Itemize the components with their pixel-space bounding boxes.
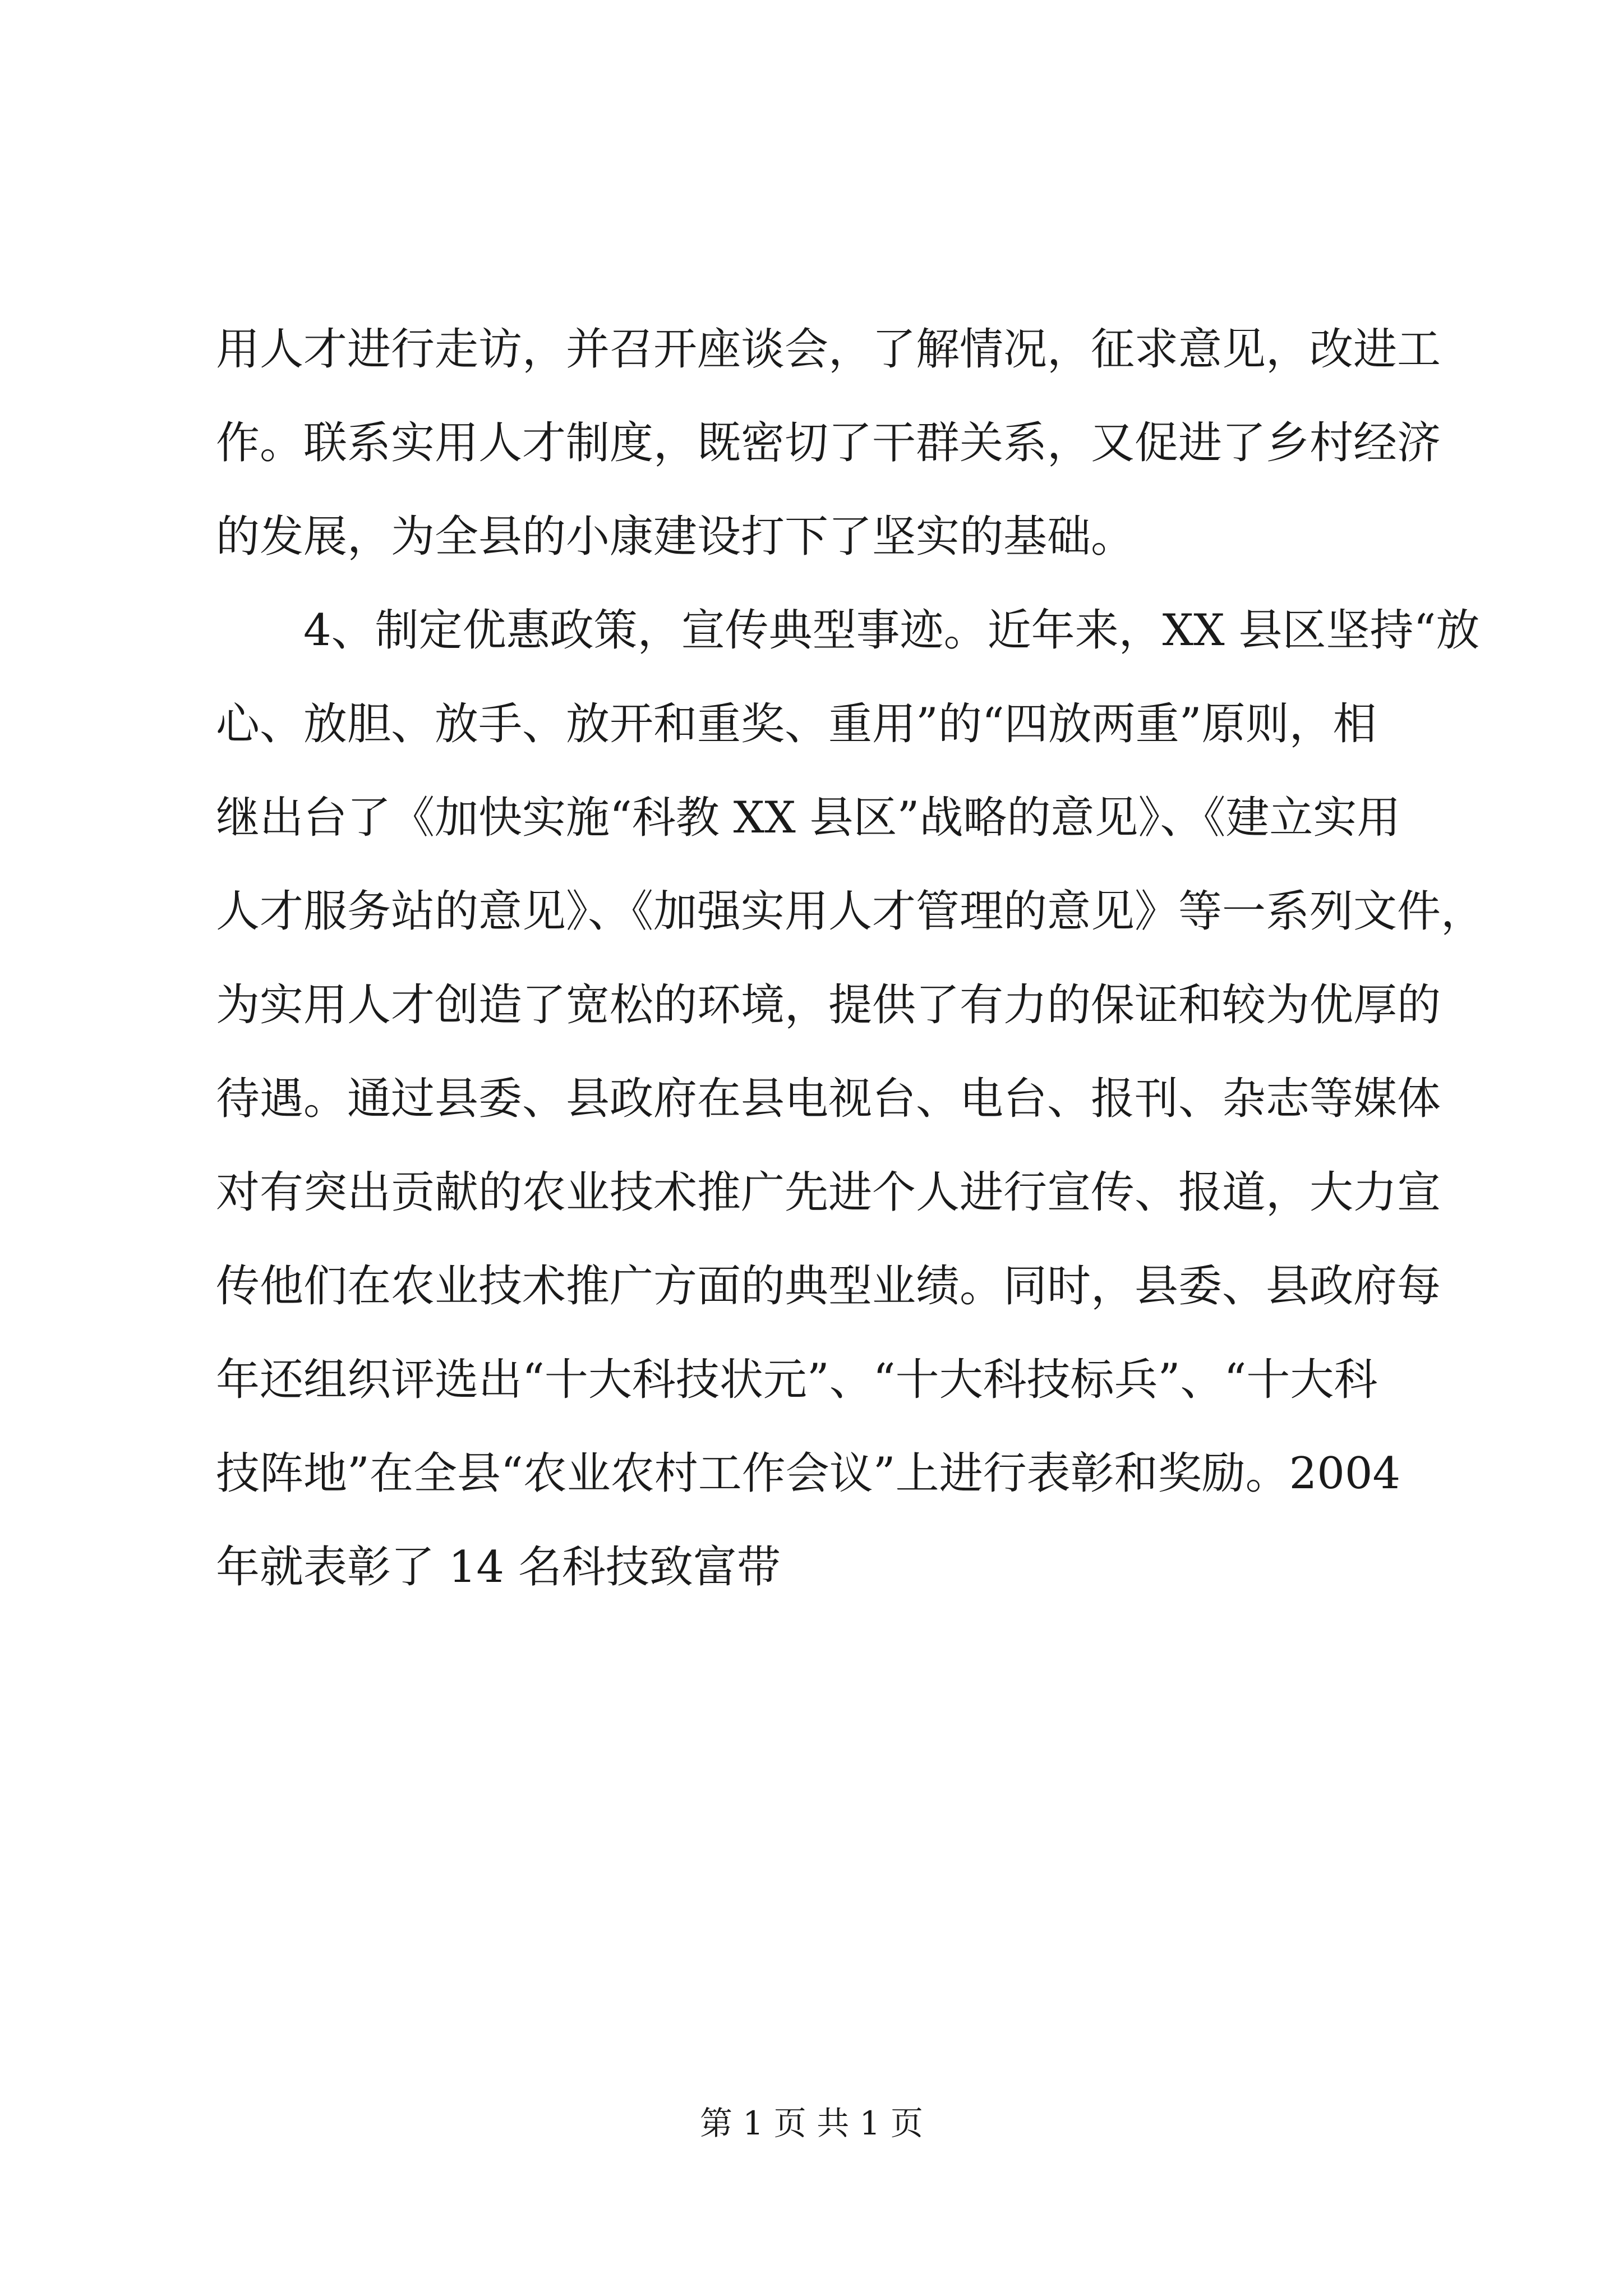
text-line: 作。联系实用人才制度，既密切了干群关系，又促进了乡村经济 (216, 418, 1441, 468)
text-line: 人才服务站的意见》、《加强实用人才管理的意见》等一系列文件， (216, 886, 1485, 937)
text-line: 用人才进行走访，并召开座谈会，了解情况，征求意见，改进工 (216, 324, 1441, 375)
text-line: 传他们在农业技术推广方面的典型业绩。同时，县委、县政府每 (216, 1261, 1441, 1312)
text-line: 技阵地”在全县“农业农村工作会议”上进行表彰和奖励。2004 (216, 1448, 1401, 1499)
text-line: 年还组织评选出“十大科技状元”、“十大科技标兵”、“十大科 (216, 1355, 1378, 1405)
text-line: 4、制定优惠政策，宣传典型事迹。近年来，XX 县区坚持“放 (216, 605, 1480, 656)
document-body (216, 303, 1485, 1614)
text-line: 对有突出贡献的农业技术推广先进个人进行宣传、报道，大力宣 (216, 1167, 1441, 1218)
text-line: 为实用人才创造了宽松的环境，提供了有力的保证和较为优厚的 (216, 980, 1441, 1030)
text-line: 心、放胆、放手、放开和重奖、重用”的“四放两重”原则，相 (216, 699, 1377, 749)
text-line: 待遇。通过县委、县政府在县电视台、电台、报刊、杂志等媒体 (216, 1074, 1441, 1124)
text-line: 年就表彰了 14 名科技致富带 (216, 1542, 781, 1593)
text-line: 的发展，为全县的小康建设打下了坚实的基础。 (216, 512, 1135, 562)
text-line: 继出台了《加快实施“科教 XX 县区”战略的意见》、《建立实用 (216, 793, 1401, 843)
page-number-footer: 第 1 页 共 1 页 (700, 2104, 923, 2142)
